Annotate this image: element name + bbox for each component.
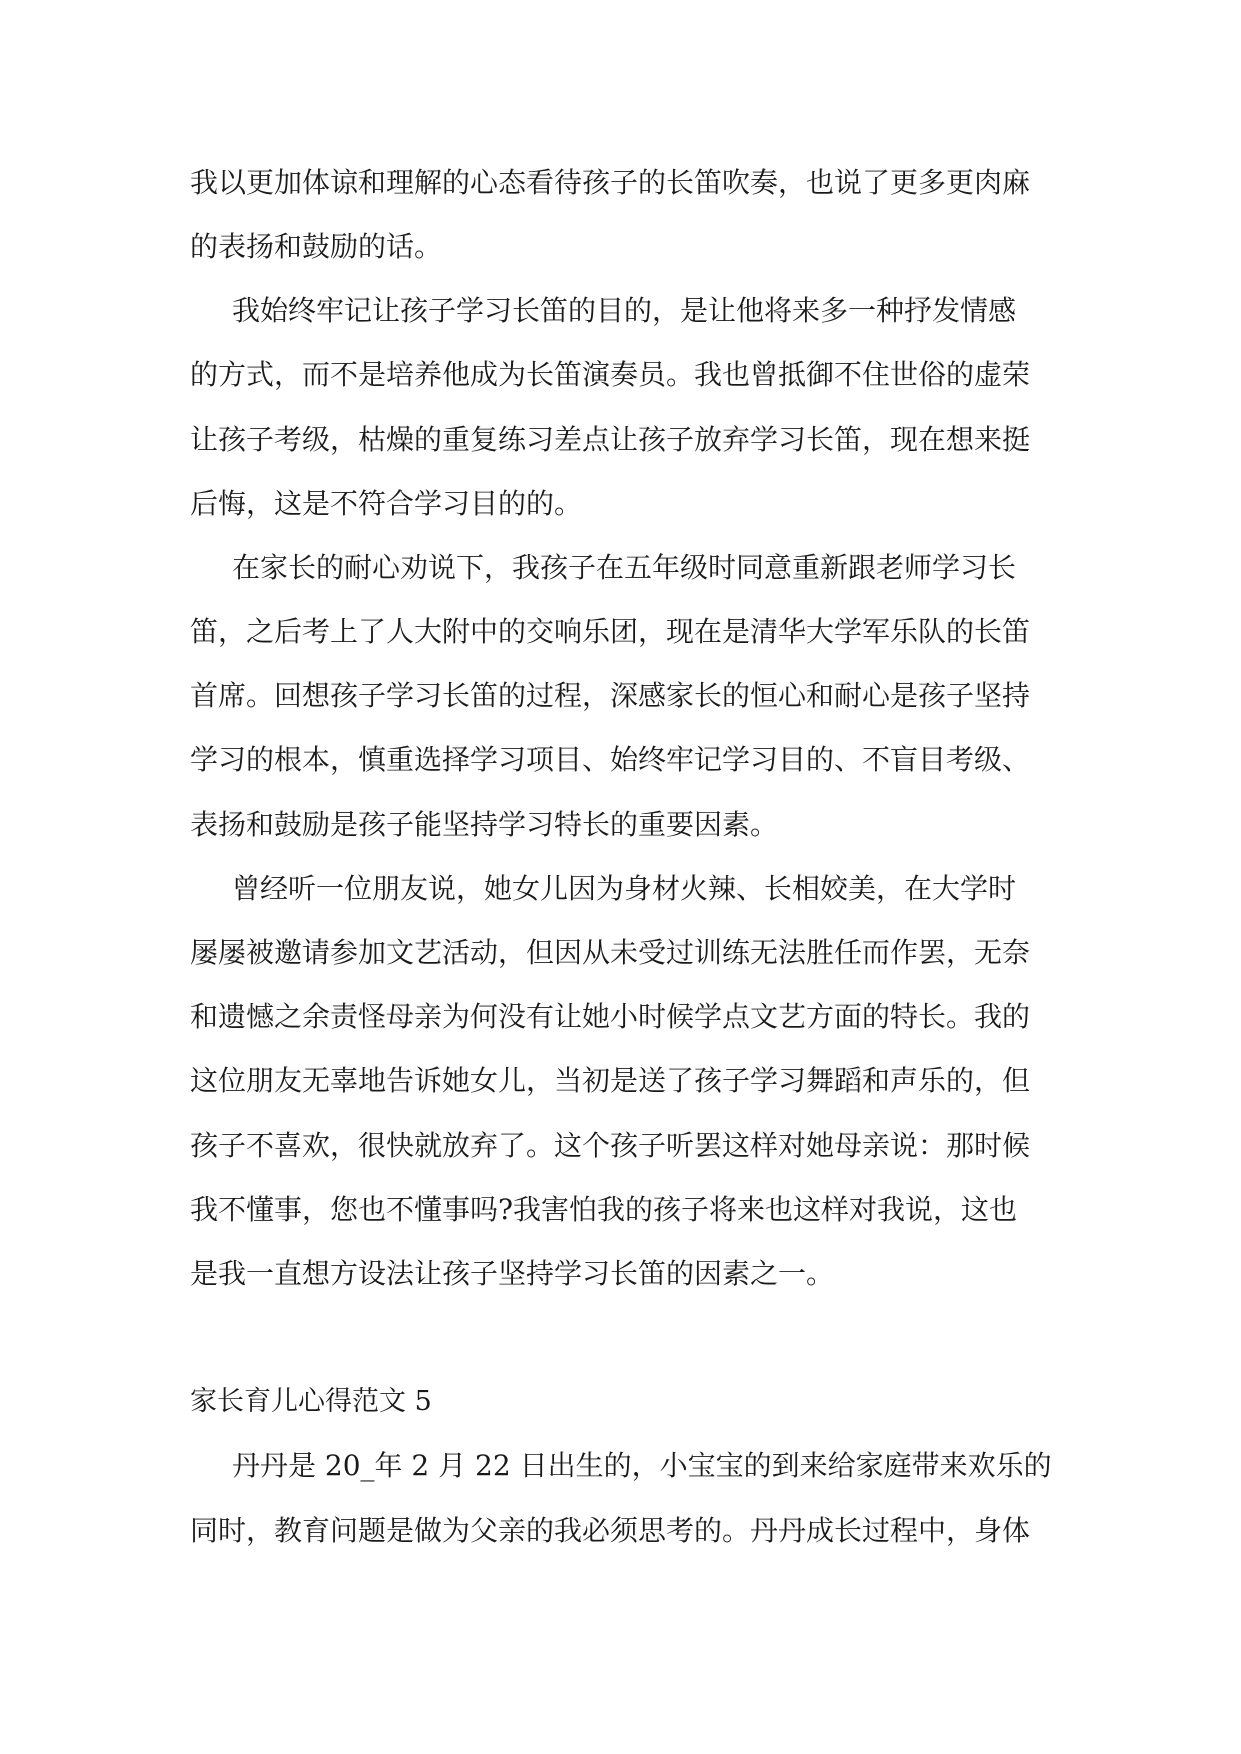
paragraph-start-line: 丹丹是 20_年 2 月 22 日出生的，小宝宝的到来给家庭带来欢乐的 bbox=[232, 1449, 1052, 1482]
text-line: 首席。回想孩子学习长笛的过程，深感家长的恒心和耐心是孩子坚持 bbox=[190, 679, 1031, 712]
text-line: 屡屡被邀请参加文艺活动，但因从未受过训练无法胜任而作罢，无奈 bbox=[190, 936, 1031, 969]
text-line: 让孩子考级，枯燥的重复练习差点让孩子放弃学习长笛，现在想来挺 bbox=[190, 423, 1031, 456]
text-line: 的方式，而不是培养他成为长笛演奏员。我也曾抵御不住世俗的虚荣 bbox=[190, 358, 1031, 391]
paragraph-start-line: 曾经听一位朋友说，她女儿因为身材火辣、长相姣美，在大学时 bbox=[232, 872, 1017, 905]
section-heading: 家长育儿心得范文 5 bbox=[190, 1386, 432, 1417]
text-line: 和遗憾之余责怪母亲为何没有让她小时候学点文艺方面的特长。我的 bbox=[190, 1000, 1031, 1033]
text-line: 学习的根本，慎重选择学习项目、始终牢记学习目的、不盲目考级、 bbox=[190, 743, 1031, 776]
text-line: 的表扬和鼓励的话。 bbox=[190, 230, 443, 263]
text-line: 后悔，这是不符合学习目的的。 bbox=[190, 487, 583, 520]
text-line: 孩子不喜欢，很快就放弃了。这个孩子听罢这样对她母亲说：那时候 bbox=[190, 1129, 1031, 1162]
text-line: 我以更加体谅和理解的心态看待孩子的长笛吹奏，也说了更多更肉麻 bbox=[190, 166, 1031, 199]
text-line: 同时，教育问题是做为父亲的我必须思考的。丹丹成长过程中，身体 bbox=[190, 1514, 1031, 1547]
paragraph-start-line: 我始终牢记让孩子学习长笛的目的，是让他将来多一种抒发情感 bbox=[232, 294, 1017, 327]
text-line: 我不懂事，您也不懂事吗?我害怕我的孩子将来也这样对我说，这也 bbox=[190, 1193, 1018, 1226]
paragraph-start-line: 在家长的耐心劝说下，我孩子在五年级时同意重新跟老师学习长 bbox=[232, 551, 1017, 584]
text-line: 这位朋友无辜地告诉她女儿，当初是送了孩子学习舞蹈和声乐的，但 bbox=[190, 1064, 1031, 1097]
text-line: 表扬和鼓励是孩子能坚持学习特长的重要因素。 bbox=[190, 808, 779, 841]
text-line: 是我一直想方设法让孩子坚持学习长笛的因素之一。 bbox=[190, 1257, 835, 1290]
text-line: 笛，之后考上了人大附中的交响乐团，现在是清华大学军乐队的长笛 bbox=[190, 615, 1031, 648]
